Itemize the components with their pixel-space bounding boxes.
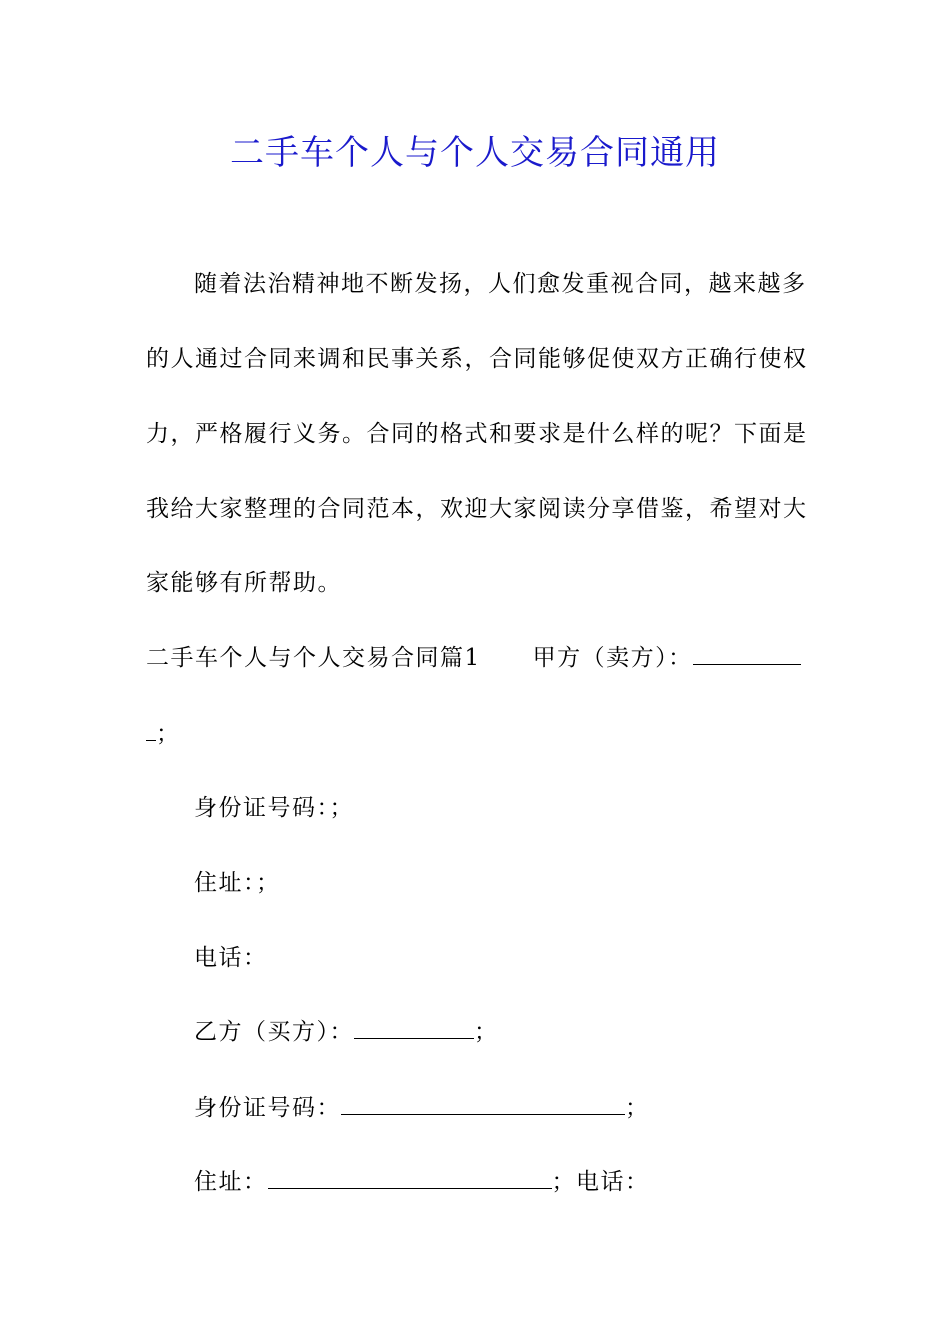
party-a-end: ；: [156, 721, 181, 747]
party-b-address-end: ；电话：: [551, 1169, 650, 1195]
party-b-blank: [354, 1016, 474, 1039]
intro-line-1: 随着法治精神地不断发扬，人们愈发重视合同，越来越多: [194, 271, 807, 297]
party-b-id-end: ；: [625, 1095, 650, 1121]
party-b-address-label: 住址：: [194, 1169, 268, 1195]
party-b-address-blank: [268, 1166, 552, 1189]
intro-line-4: 我给大家整理的合同范本，欢迎大家阅读分享借鉴，希望对大: [146, 496, 808, 522]
party-a-blank: [693, 642, 801, 665]
intro-line-5: 家能够有所帮助。: [146, 570, 342, 596]
party-b-label: 乙方（买方）：: [194, 1019, 354, 1045]
party-b-end: ；: [474, 1019, 499, 1045]
party-b-id-label: 身份证号码：: [194, 1095, 341, 1121]
party-a-id: 身份证号码：；: [194, 795, 354, 821]
party-b-address-line: [194, 1166, 650, 1198]
section-heading: 二手车个人与个人交易合同篇1: [146, 645, 481, 671]
party-a-address: 住址：；: [194, 870, 281, 896]
party-a-end-line: [146, 718, 181, 750]
party-b-id-blank: [341, 1092, 625, 1115]
party-a-label: 甲方（卖方）：: [532, 645, 693, 671]
section-heading-line: [146, 642, 801, 674]
party-b-line: [194, 1016, 499, 1048]
party-a-blank-cont: [146, 718, 156, 741]
party-b-id-line: [194, 1092, 650, 1124]
intro-line-3: 力，严格履行义务。合同的格式和要求是什么样的呢？下面是: [146, 421, 808, 447]
intro-line-2: 的人通过合同来调和民事关系，合同能够促使双方正确行使权: [146, 346, 808, 372]
document-title: 二手车个人与个人交易合同通用: [230, 133, 720, 173]
party-a-phone: 电话：: [194, 945, 268, 971]
